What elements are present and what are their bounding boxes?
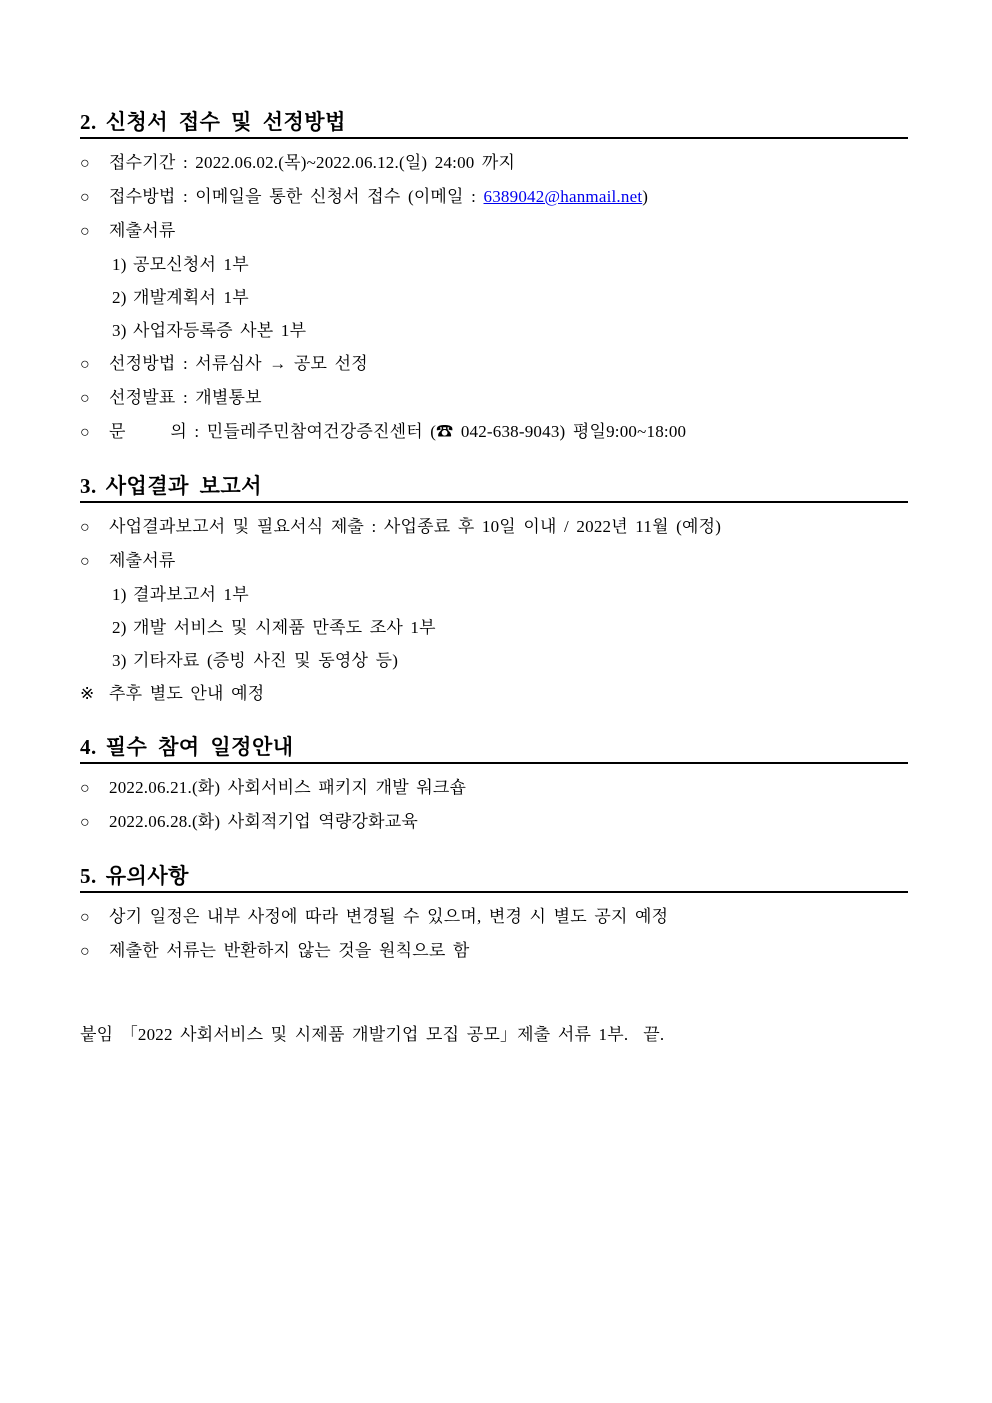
section-5	[80, 864, 908, 962]
text-segment: 기타자료 (증빙 사진 및 동영상 등)	[133, 651, 399, 670]
list-item	[80, 941, 908, 962]
text-segment: 선정방법 : 서류심사 → 공모 선정	[109, 354, 368, 373]
item-text	[109, 812, 908, 832]
circle-bullet-icon: ○	[80, 780, 90, 797]
section-title: 사업결과 보고서	[105, 474, 263, 498]
reference-mark-icon: ※	[80, 684, 95, 703]
text-segment: 공모신청서 1부	[133, 255, 249, 274]
item-number: 2)	[112, 288, 127, 307]
item-number: 3)	[112, 651, 127, 670]
item-text	[109, 354, 908, 374]
section-3	[80, 474, 908, 704]
list-item	[80, 651, 908, 671]
text-segment: 개발 서비스 및 시제품 만족도 조사 1부	[133, 618, 436, 637]
item-text	[133, 255, 908, 275]
list-item	[80, 288, 908, 308]
text-segment: 문 의 : 민들레주민참여건강증진센터 (☎ 042-638-9043) 평일9:00~18:00	[109, 422, 687, 441]
text-segment: 선정발표 : 개별통보	[109, 388, 262, 407]
text-segment: 사업자등록증 사본 1부	[133, 321, 307, 340]
section-title: 필수 참여 일정안내	[105, 735, 294, 759]
text-segment: 접수방법 : 이메일을 통한 신청서 접수 (이메일 :	[109, 187, 484, 206]
item-number: 3)	[112, 321, 127, 340]
item-text	[109, 778, 908, 798]
list-item	[80, 778, 908, 799]
text-segment: 개발계획서 1부	[133, 288, 249, 307]
section-heading	[80, 864, 908, 893]
circle-bullet-icon: ○	[80, 223, 90, 240]
section-number: 4.	[80, 735, 97, 759]
item-text	[109, 551, 908, 571]
circle-bullet-icon: ○	[80, 814, 90, 831]
section-number: 5.	[80, 864, 97, 888]
section-title: 신청서 접수 및 선정방법	[105, 110, 346, 134]
item-text	[109, 221, 908, 241]
text-segment: 상기 일정은 내부 사정에 따라 변경될 수 있으며, 변경 시 별도 공지 예정	[109, 907, 669, 926]
item-text	[133, 585, 908, 605]
list-item	[80, 422, 908, 443]
item-text	[109, 388, 908, 408]
circle-bullet-icon: ○	[80, 519, 90, 536]
text-segment: 접수기간 : 2022.06.02.(목)~2022.06.12.(일) 24:00 까지	[109, 153, 516, 172]
item-text	[109, 422, 908, 442]
circle-bullet-icon: ○	[80, 553, 90, 570]
text-segment: 제출서류	[109, 551, 176, 570]
item-text	[109, 941, 908, 961]
item-text	[109, 517, 908, 537]
circle-bullet-icon: ○	[80, 909, 90, 926]
list-item	[80, 221, 908, 242]
list-item	[80, 551, 908, 572]
section-heading	[80, 110, 908, 139]
circle-bullet-icon: ○	[80, 424, 90, 441]
text-segment: 추후 별도 안내 예정	[109, 684, 265, 703]
list-item	[80, 388, 908, 409]
list-item	[80, 684, 908, 704]
list-item	[80, 321, 908, 341]
section-heading	[80, 735, 908, 764]
item-text	[133, 651, 908, 671]
section-2	[80, 110, 908, 443]
item-text	[109, 187, 908, 207]
circle-bullet-icon: ○	[80, 155, 90, 172]
list-item	[80, 517, 908, 538]
section-number: 3.	[80, 474, 97, 498]
text-segment: 제출한 서류는 반환하지 않는 것을 원칙으로 함	[109, 941, 470, 960]
list-item	[80, 812, 908, 833]
item-text	[109, 907, 908, 927]
list-item	[80, 354, 908, 375]
circle-bullet-icon: ○	[80, 390, 90, 407]
section-heading	[80, 474, 908, 503]
list-item	[80, 153, 908, 174]
closing-line: 붙임 「2022 사회서비스 및 시제품 개발기업 모집 공모」제출 서류 1부. 끝.	[80, 1025, 665, 1044]
item-text	[109, 684, 908, 704]
circle-bullet-icon: ○	[80, 189, 90, 206]
email-link[interactable]: 6389042@hanmail.net	[483, 187, 643, 206]
list-item	[80, 585, 908, 605]
item-text	[133, 321, 908, 341]
text-segment: 결과보고서 1부	[133, 585, 249, 604]
item-text	[133, 288, 908, 308]
list-item	[80, 255, 908, 275]
text-segment: 2022.06.21.(화) 사회서비스 패키지 개발 워크숍	[109, 778, 467, 797]
section-number: 2.	[80, 110, 97, 134]
section-4	[80, 735, 908, 833]
item-number: 1)	[112, 585, 127, 604]
list-item	[80, 187, 908, 208]
section-title: 유의사항	[105, 864, 189, 888]
circle-bullet-icon: ○	[80, 356, 90, 373]
list-item	[80, 618, 908, 638]
item-number: 2)	[112, 618, 127, 637]
list-item	[80, 907, 908, 928]
text-segment: 사업결과보고서 및 필요서식 제출 : 사업종료 후 10일 이내 / 2022년 11월 (예정)	[109, 517, 722, 536]
item-text	[133, 618, 908, 638]
circle-bullet-icon: ○	[80, 943, 90, 960]
item-text	[109, 153, 908, 173]
item-number: 1)	[112, 255, 127, 274]
text-segment: 제출서류	[109, 221, 176, 240]
text-segment: 2022.06.28.(화) 사회적기업 역량강화교육	[109, 812, 419, 831]
text-segment: )	[642, 187, 649, 206]
